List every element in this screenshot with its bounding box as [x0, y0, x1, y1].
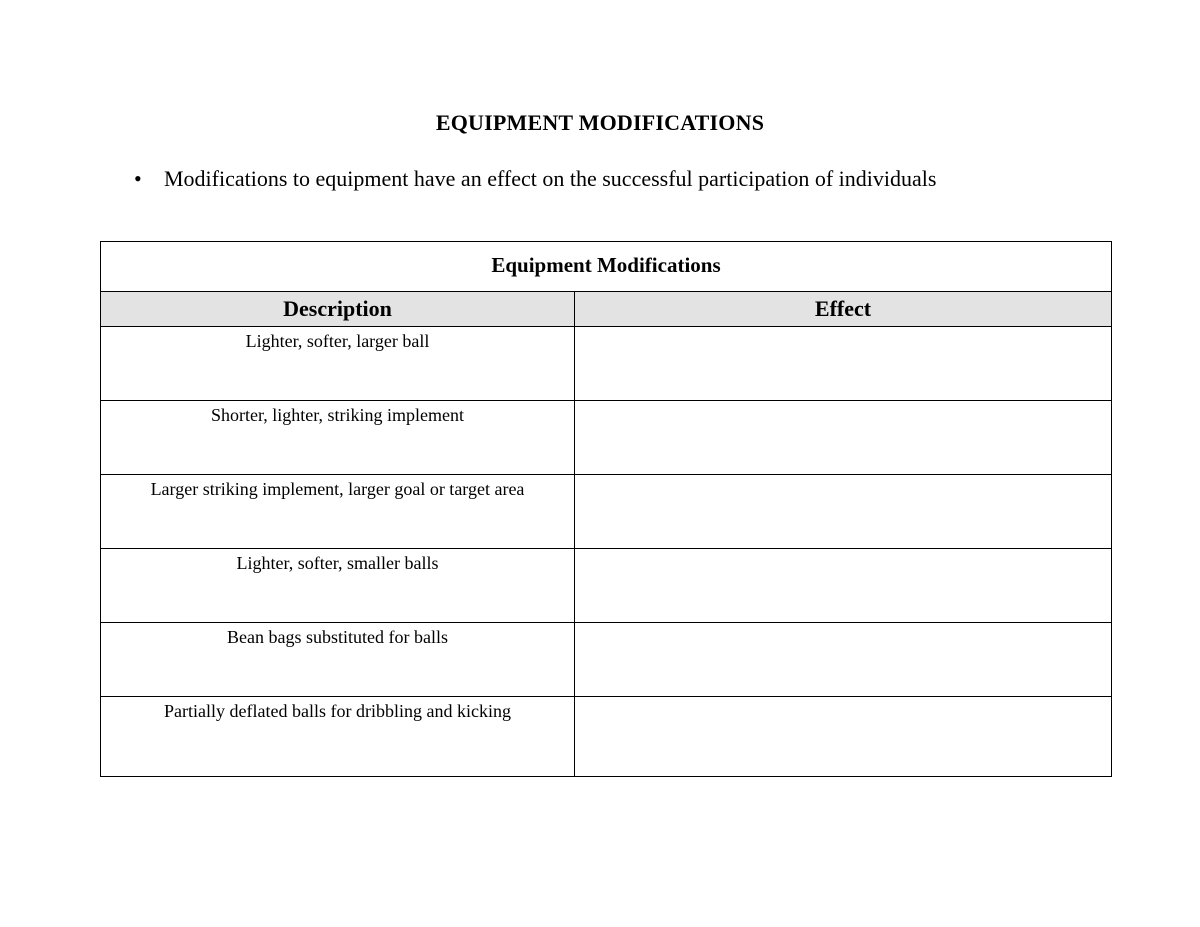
effect-cell[interactable]	[575, 475, 1112, 549]
effect-cell[interactable]	[575, 549, 1112, 623]
column-header-description: Description	[101, 292, 575, 327]
table-row	[101, 549, 1112, 623]
description-cell: Bean bags substituted for balls	[101, 623, 575, 697]
table-caption: Equipment Modifications	[101, 242, 1112, 292]
bullet-point	[134, 166, 936, 192]
table-row	[101, 475, 1112, 549]
description-cell: Lighter, softer, smaller balls	[101, 549, 575, 623]
table-row	[101, 327, 1112, 401]
effect-cell[interactable]	[575, 327, 1112, 401]
page-title: EQUIPMENT MODIFICATIONS	[435, 110, 765, 135]
table-header-row	[101, 292, 1112, 327]
column-header-effect: Effect	[575, 292, 1112, 327]
effect-cell[interactable]	[575, 623, 1112, 697]
bullet-text: Modifications to equipment have an effect on the successful participation of individuals	[164, 166, 937, 191]
bullet-dot: •	[134, 166, 142, 191]
description-cell: Lighter, softer, larger ball	[101, 327, 575, 401]
table-row	[101, 697, 1112, 777]
description-cell: Larger striking implement, larger goal or target area	[101, 475, 575, 549]
description-cell: Partially deflated balls for dribbling and kicking	[101, 697, 575, 777]
equipment-modifications-table	[100, 241, 1112, 777]
table-row	[101, 401, 1112, 475]
effect-cell[interactable]	[575, 401, 1112, 475]
table-caption-row	[101, 242, 1112, 292]
effect-cell[interactable]	[575, 697, 1112, 777]
table-row	[101, 623, 1112, 697]
description-cell: Shorter, lighter, striking implement	[101, 401, 575, 475]
